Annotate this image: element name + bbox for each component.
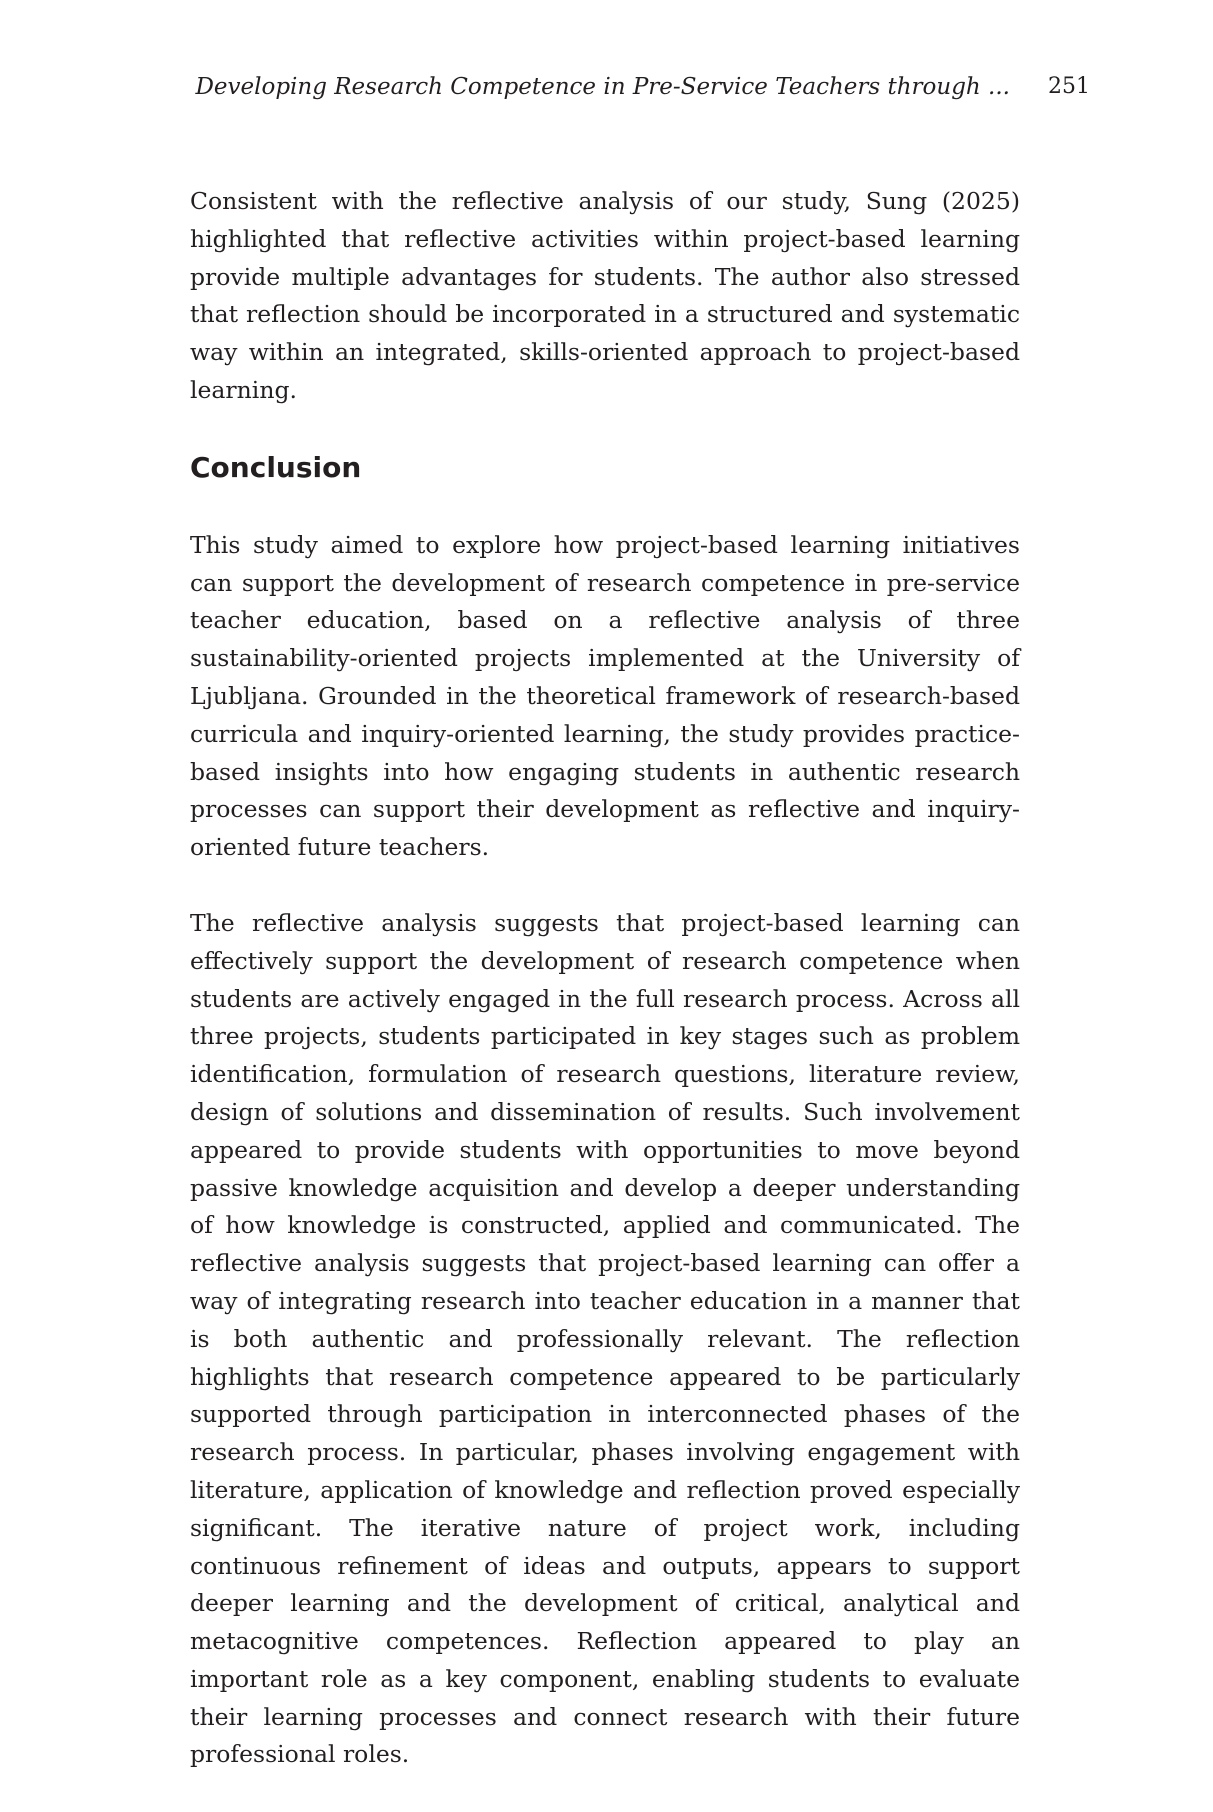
page-body	[190, 183, 1020, 1812]
paragraph-conclusion-aim: This study aimed to explore how project-based learning initiatives can support the development of research competence in pre-service teacher education, based on a reflective analysis of three sustainability-oriented projects implemented at the University of Ljubljana. Grounded in the theoretical framework of research-based curricula and inquiry-oriented learning, the study provides practice-based insights into how engaging students in authentic research processes can support their development as reflective and inquiry-oriented future teachers.	[190, 530, 1020, 862]
page-number: 251	[1048, 74, 1090, 99]
running-title: Developing Research Competence in Pre-Service Teachers through ...	[195, 74, 1010, 100]
paragraph-conclusion-findings: The reflective analysis suggests that project-based learning can effectively support the development of research competence when students are actively engaged in the full research process. Across all three projects, students participated in key stages such as problem identification, formulation of research questions, literature review, design of solutions and dissemination of results. Such involvement appeared to provide students with opportunities to move beyond passive knowledge acquisition and develop a deeper understanding of how knowledge is constructed, applied and communicated. The reflective analysis suggests that project-based learning can offer a way of integrating research into teacher education in a manner that is both authentic and professionally relevant. The reflection highlights that research competence appeared to be particularly supported through participation in interconnected phases of the research process. In particular, phases involving engagement with literature, application of knowledge and reflection proved especially significant. The iterative nature of project work, including continuous refinement of ideas and outputs, appears to support deeper learning and the development of critical, analytical and metacognitive competences. Reflection appeared to play an important role as a key component, enabling students to evaluate their learning processes and connect research with their future professional roles.	[190, 908, 1020, 1769]
running-head	[190, 70, 1090, 110]
conclusion-heading: Conclusion	[190, 450, 362, 484]
paragraph-reflection-discussion: Consistent with the reflective analysis of our study, Sung (2025) highlighted that reflective activities within project-based learning provide multiple advantages for students. The author also stressed that reflection should be incorporated in a structured and systematic way within an integrated, skills-oriented approach to project-based learning.	[190, 187, 1020, 404]
